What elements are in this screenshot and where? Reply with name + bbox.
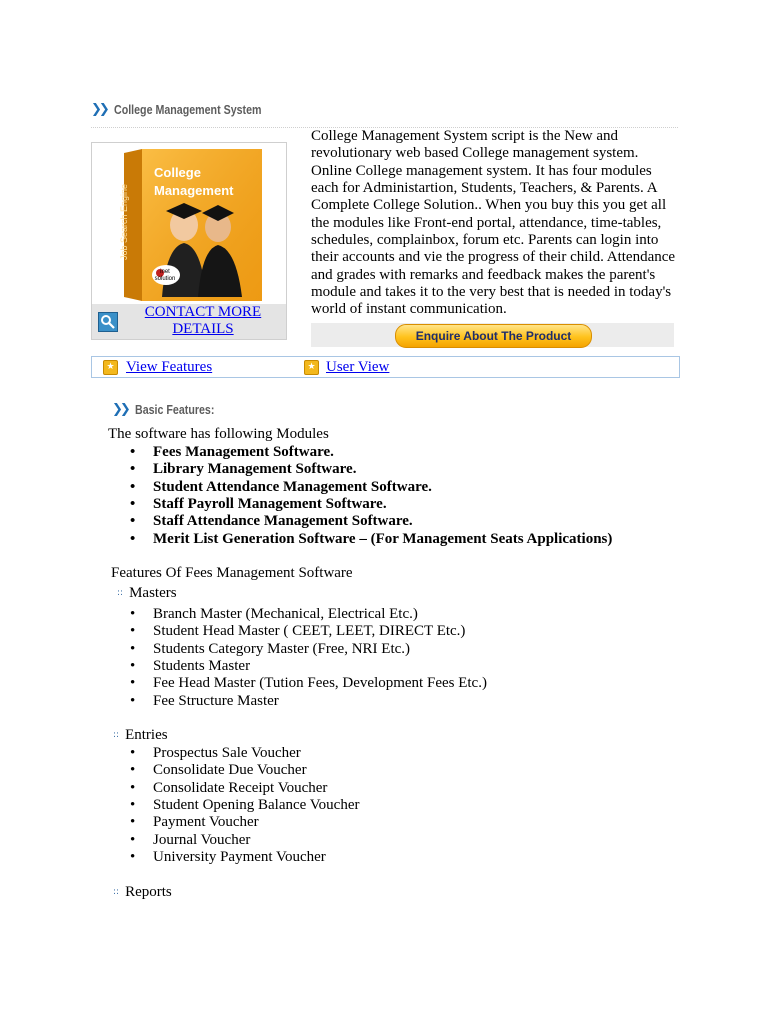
product-box-image <box>106 147 272 305</box>
masters-list <box>153 606 487 710</box>
entries-label: Entries <box>125 727 168 743</box>
product-box-label-1: College <box>154 165 201 180</box>
page-title: College Management System <box>113 101 262 117</box>
list-item: • University Payment Voucher <box>153 849 359 866</box>
list-item: • Student Head Master ( CEET, LEET, DIRECT Etc.) <box>153 623 487 640</box>
list-item: • Prospectus Sale Voucher <box>153 745 359 762</box>
product-description: College Management System script is the New and revolutionary web based College management system. Online College management system. It has four modules each for Administartion, Students, Teachers, & Parents. A Complete College Solution.. When you buy this you get all the modules like Front-end portal, attendance, time-tables, schedules, complainbox, forum etc. Parents can login into their accounts and vie the progress of their child. Attendance and grades with remarks and feedback makes the parent's module and takes it to the very best that is needed in today's world of instant communication. <box>311 128 676 318</box>
links-bar <box>91 356 680 378</box>
basic-features-header <box>112 399 232 419</box>
list-item: • Fees Management Software. <box>153 444 612 461</box>
user-view-link[interactable]: User View <box>326 359 390 375</box>
product-box-label-2: Management <box>154 183 234 198</box>
list-item: • Student Opening Balance Voucher <box>153 797 359 814</box>
product-box-spine: Job Search Engine <box>119 183 129 261</box>
list-item: • Consolidate Due Voucher <box>153 762 359 779</box>
reports-label: Reports <box>125 884 172 900</box>
list-item: • Fee Head Master (Tution Fees, Development Fees Etc.) <box>153 675 487 692</box>
entries-heading <box>113 727 168 744</box>
list-item: • Payment Voucher <box>153 814 359 831</box>
list-item: • Students Category Master (Free, NRI Etc.) <box>153 641 487 658</box>
masters-heading <box>117 585 177 602</box>
list-item: • Merit List Generation Software – (For Management Seats Applications) <box>153 531 612 548</box>
entries-list <box>153 745 359 866</box>
star-icon: ★ <box>103 360 118 375</box>
section-marker: :: <box>113 887 120 897</box>
list-item: • Staff Attendance Management Software. <box>153 513 612 530</box>
list-item: • Branch Master (Mechanical, Electrical Etc.) <box>153 606 487 623</box>
enquire-button[interactable]: Enquire About The Product <box>395 324 592 348</box>
view-features-link[interactable]: View Features <box>126 359 213 375</box>
section-header <box>91 99 294 119</box>
list-item: • Student Attendance Management Software. <box>153 479 612 496</box>
list-item: • Library Management Software. <box>153 461 612 478</box>
masters-label: Masters <box>129 585 177 601</box>
list-item: • Consolidate Receipt Voucher <box>153 780 359 797</box>
fees-title: Features Of Fees Management Software <box>111 565 353 581</box>
contact-more-details-link[interactable]: CONTACT MORE DETAILS <box>144 304 262 337</box>
contact-bar <box>92 304 286 339</box>
product-box <box>91 142 287 340</box>
magnifier-icon[interactable] <box>98 312 118 332</box>
list-item: • Journal Voucher <box>153 832 359 849</box>
reports-heading <box>113 884 172 901</box>
list-item: • Students Master <box>153 658 487 675</box>
double-chevron-icon: ❯❯ <box>112 401 128 417</box>
basic-features-title: Basic Features: <box>134 401 215 417</box>
star-icon: ★ <box>304 360 319 375</box>
enquire-bar <box>311 323 674 347</box>
list-item: • Fee Structure Master <box>153 693 487 710</box>
double-chevron-icon: ❯❯ <box>91 101 107 117</box>
section-marker: :: <box>117 588 124 598</box>
list-item: • Staff Payroll Management Software. <box>153 496 612 513</box>
section-marker: :: <box>113 730 120 740</box>
modules-intro: The software has following Modules <box>108 426 329 442</box>
brand-logo: inet solution <box>154 269 176 282</box>
modules-list <box>153 444 612 548</box>
